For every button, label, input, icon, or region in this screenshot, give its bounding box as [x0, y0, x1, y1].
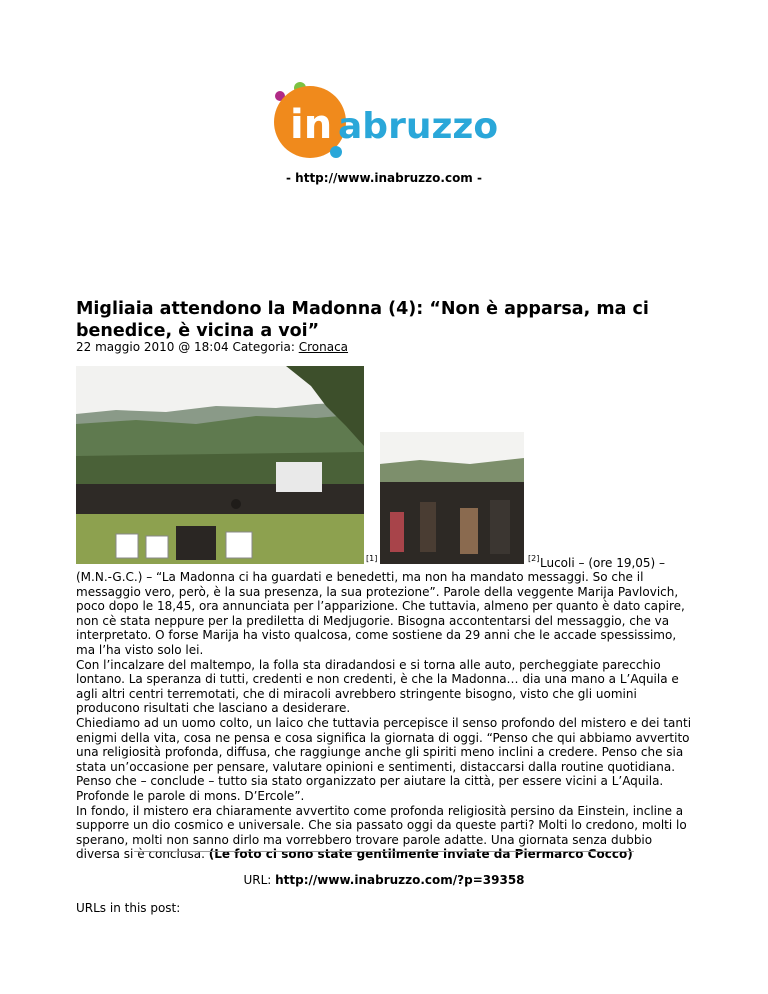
divider [134, 851, 634, 852]
crowd-photo-small[interactable] [380, 432, 524, 564]
paragraph-4 [76, 804, 696, 862]
article-date: 22 maggio 2010 @ 18:04 [76, 340, 229, 354]
photo-credit: (Le foto ci sono state gentilmente inviate da Piermarco Cocco) [208, 847, 633, 862]
logo-text-in: in [290, 102, 333, 148]
logo-text-abruzzo: abruzzo [338, 106, 499, 147]
urls-in-post-label: URLs in this post: [76, 901, 181, 915]
permalink-url[interactable]: http://www.inabruzzo.com/?p=39358 [275, 873, 525, 887]
article-title: Migliaia attendono la Madonna (4): “Non è apparsa, ma ci benedice, è vicina a voi” [76, 299, 649, 341]
paragraph-1: (M.N.-G.C.) – “La Madonna ci ha guardati e benedetti, ma non ha mandato messaggi. So che il messaggio vero, però, è la sua presenza, la sua protezione”. Parole della veggente Marija Pavlovich, poco dopo le 18,45, ora annunciata per l’apparizione. Che tuttavia, almeno per quanto è dato capire, non cè stata neppure per la prediletta di Medjugorie. Bisogna accontentarsi del messaggio, che va interpretato. O forse Marija ha visto qualcosa, come sostiene da 29 anni che le accade spessissimo, ma l’ha visto solo lei. [76, 570, 685, 657]
paragraph-2: Con l’incalzare del maltempo, la folla sta diradandosi e si torna alle auto, percheggiate parecchio lontano. La speranza di tutti, credenti e non credenti, è che la Madonna… dia una mano a L’Aquila e agli altri centri terremotati, che di miracoli avrebbero stringente bisogno, visto che gli uomini producono risultati che lasciano a desiderare. [76, 657, 679, 716]
inabruzzo-logo[interactable] [268, 82, 518, 160]
category-label: Categoria: [232, 340, 295, 354]
permalink-line [0, 873, 768, 887]
paragraph-3: Chiediamo ad un uomo colto, un laico che tuttavia percepisce il senso profondo del mistero e dei tanti enigmi della vita, cosa ne pensa e cosa significa la giornata di oggi. “Penso che qui abbiamo avvertito una religiosità profonda, diffusa, che raggiunge anche gli spiriti meno inclini a credere. Penso che sia stata un’occasione per pensare, valutare opinioni e sentimenti, distaccarsi dalla routine quotidiana. Penso che – conclude – tutto sia stato organizzato per aiutare la città, per essere vicini a L’Aquila. Profonde le parole di mons. D’Ercole”. [76, 715, 692, 803]
category-link[interactable]: Cronaca [298, 340, 349, 354]
article-intro: Lucoli – (ore 19,05) – [540, 556, 666, 570]
paragraph-4-text: In fondo, il mistero era chiaramente avvertito come profonda religiosità persino da Einstein, incline a supporre un dio cosmico e universale. Che sia passato oggi da queste parti? Molti lo credono, molti lo sperano, molti non sanno dirlo ma vorrebbero trovare parole adatte. Una giornata senza dubbio diversa si è conclusa. [76, 803, 687, 862]
article-meta [76, 340, 348, 354]
crowd-photo-large[interactable] [76, 366, 364, 564]
site-url: - http://www.inabruzzo.com - [286, 171, 482, 185]
url-label: URL: [243, 873, 272, 887]
article-body [76, 570, 696, 862]
footnote-1[interactable]: [1] [366, 554, 378, 563]
footnote-2[interactable]: [2] [528, 554, 540, 563]
